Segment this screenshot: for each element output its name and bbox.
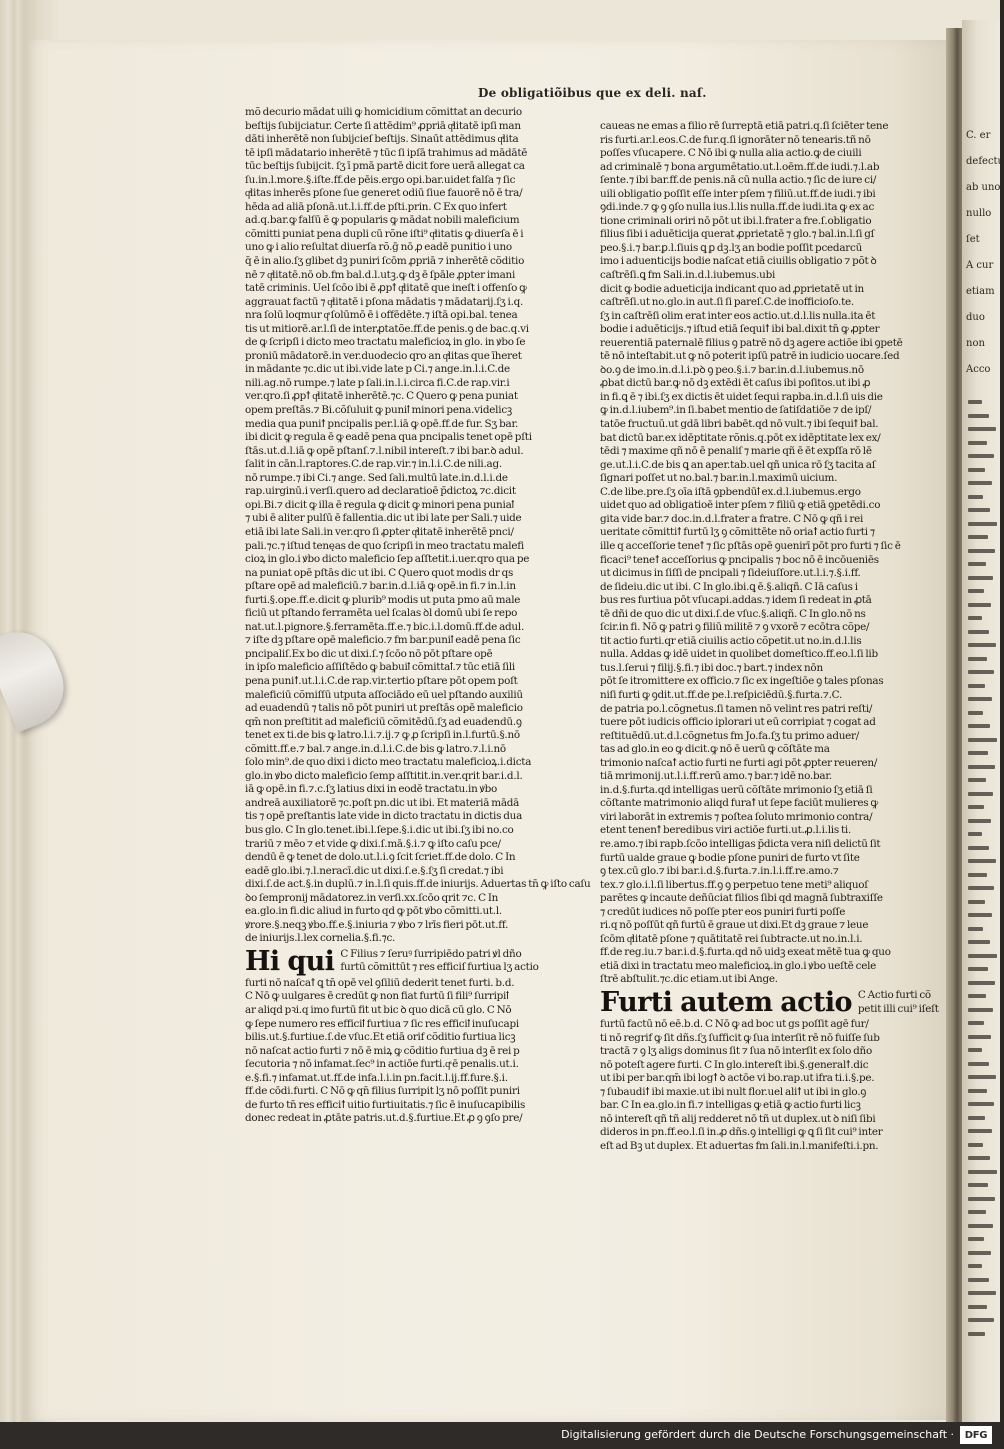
next-page-text-mark: [968, 441, 987, 445]
text-line: tēdi ⁊ maxime qñ nō ē penaliſ ⁊ marie qñ ē ēt expſſa rō lē: [600, 445, 872, 458]
next-page-text-mark: [968, 454, 994, 458]
text-line: furtū cõmittūt ⁊ res efficiſ furtiua lʒ actio: [340, 961, 539, 974]
next-page-text-mark: [968, 1035, 991, 1039]
text-line: ⁊ ſubaudiꝉ ibi maxie.ut ibi nult flor.uel aliꝉ ut ibi in glo.ꝯ: [600, 1085, 867, 1098]
text-line: rap.uirginū.i verſi.quero ad declaratioē p̄dictoꝝ ⁊c.dicit: [245, 485, 516, 498]
text-line: parētes ꝙ incaute deñūciat filios ſibi qd magnā ſubtraxiſſe: [600, 892, 883, 905]
next-page-fragment: Acco: [966, 364, 991, 375]
text-line: C Actio furti cõ: [857, 989, 931, 1001]
text-line: re.amo.⁊ ibi rapb.ſcōo intelligas p̄dicta vera niſi delictū ſit: [600, 837, 881, 850]
next-page-text-mark: [968, 576, 993, 580]
text-line: cõſtante matrimonio aliqd furaꝉ ut ſepe faciūt mulieres ꝙ: [600, 797, 878, 810]
text-line: qm̄ non preſtitit ad maleficiū cõmitēdū.ſʒ ad euadendū.ꝯ: [245, 715, 522, 728]
text-line: C Filius ⁊ ſeruꝰ ſurripiēdo patri ꝟl dño: [340, 947, 522, 960]
text-line: pſtare opē ad maleficiū.⁊ bar.in.d.l.iā ꝙ opē.in fi.⁊ in.l.in: [245, 580, 516, 593]
text-line: maleficiū cõmiſſū utputa aſſociādo eū uel pſtando auxiliū: [245, 688, 523, 701]
text-line: ficiū ut pſtando ferramēta uel ſcalas ꝺl domū ubi ſe repo: [245, 607, 518, 620]
next-page-text-mark: [968, 684, 985, 688]
next-page-text-mark: [968, 643, 996, 647]
text-line: pōt ſe itromittere ex officio.⁊ ſic ex ingeſtiōe ꝯ tales pſonas: [600, 675, 884, 688]
text-line: ꝓbat dictū bar.ꝙ nō dꝫ extēdi ēt caſus ibi poſitos.ut ibi ꝓ: [600, 377, 871, 390]
next-page-text-mark: [968, 846, 989, 850]
text-line: in.d.§.furta.qd intelligas uerū cõſtāte mrimonio ſʒ etiā ſi: [600, 783, 873, 796]
text-line: caſtrēſi.ut no.glo.in aut.ſi ſi pareſ.C.de inofficioſo.te.: [600, 296, 854, 309]
next-page-fragment: nullo: [966, 208, 992, 219]
next-page-text-mark: [968, 1197, 995, 1201]
text-line: furtū factū nō eē.b.d. C Nō ꝙ ad boc ut gs poſſit agē fur/: [600, 1018, 869, 1030]
text-line: ſolo min⁹.de quo dixi i dicto meo tractatu maleficioꝝ.i.dicta: [245, 756, 532, 769]
text-line: tuere pōt iudicis officio iplorari ut eū corripiat ⁊ cogat ad: [600, 716, 876, 729]
text-line: ver.qro.ſi ꝓpꝉ qͣlitatē inherētē.⁊c. C Quero ꝙ pena puniat: [245, 390, 518, 403]
next-page-text-mark: [968, 697, 992, 701]
text-line: tex.⁊ glo.i.l.ſi libertus.ff.ꝯ ꝯ perpetuo tene meti⁹ aliquoſ: [600, 878, 868, 891]
text-line: ſtrē abſtulit.⁊c.dic etiam.ut ibi Ange.: [600, 973, 778, 986]
next-page-text-mark: [968, 508, 990, 512]
text-line: C Nō ꝙ uulgares ē credūt ꝙ non fiat furtū ſi fili⁹ ſurripiꝉ: [245, 990, 509, 1003]
text-line: poſſes vſucapere. C Nō ibi ꝙ nulla alia actio.ꝙ de ciuili: [600, 147, 862, 160]
text-line: nulla. Addas ꝙ idē uidet in quolibet domeſtico.ff.eo.l.ſi lib: [600, 648, 878, 661]
next-page-text-mark: [968, 1062, 989, 1066]
next-page-text-mark: [968, 738, 997, 742]
column-right-lines-before: [600, 120, 902, 987]
next-page-fragment: non: [966, 338, 985, 349]
text-line: de patria po.l.cõgnetus.ſi tamen nō velint res patri reſti/: [600, 702, 873, 715]
next-page-text-mark: [968, 1116, 985, 1120]
text-line: ad euadendū ⁊ talis nō pōt puniri ut preſtās opē maleficio: [245, 702, 523, 715]
column-left-lines-before: [245, 106, 591, 946]
text-line: donec redeat in ꝓtāte patris.ut.d.§.furtiue.Et ꝓ ꝯ ꝯſo pre/: [245, 1112, 523, 1125]
next-page-text-mark: [968, 1143, 983, 1147]
next-page-text-mark: [968, 1156, 990, 1160]
text-line: furti.§.ope.ff.e.dicit ꝙ plurib⁹ modis ut puta pmo aū male: [245, 593, 521, 606]
text-line: eadē glo.ibi.⁊.l.neracī.dic ut dixi.ſ.e.§.ſʒ ſi credat.⁊ ibi: [245, 864, 504, 877]
next-page-text-mark: [968, 1305, 987, 1309]
text-line: viri laborāt in extremis ⁊ poſtea ſoluto mrimonio contra/: [600, 810, 873, 823]
text-line: tenet ex ti.de bis ꝙ latro.l.i.⁊.ij.⁊ ꝙ ꝓ ſcripſi in.l.furtū.§.nō: [245, 729, 520, 742]
next-page-text-mark: [968, 670, 994, 674]
text-line: ſalit in cān.l.raptores.C.de rap.vir.⁊ in.l.i.C.de nili.ag.: [245, 458, 502, 471]
text-line: petit illi cui⁹ iſeſt: [857, 1002, 939, 1015]
text-line: tē ipſi mādatario inherētē ⁊ tūc ſi ipſā trahimus ad mādātē: [245, 146, 528, 159]
text-line: C.de libe.pre.ſʒ oīa iſtā ꝯpbendūꝉ ex.d.l.iubemus.ergo: [600, 485, 861, 498]
text-line: iā ꝙ opē.in fi.⁊.c.ſʒ latius dixi in eodē tractatu.in ꝟbo: [245, 783, 497, 796]
next-page-text-mark: [968, 400, 982, 404]
text-line: cioꝝ in glo.i ꝟbo dicto maleficio ſep aſſtetit.i.uer.qro qua pe: [245, 553, 530, 566]
next-page-text-mark: [968, 1008, 993, 1012]
next-page-text-mark: [968, 495, 983, 499]
text-line: ꝯ tex.cū glo.⁊ ibi bar.i.d.§.furta.⁊.in.l.i.ff.re.amo.⁊: [600, 865, 839, 878]
text-line: ꝙ in.d.l.iubem⁹.in ſi.babet mentio de ſatiſdatiōe ⁊ de ipſ/: [600, 404, 872, 417]
text-line: na puniat opē pſtās dic ut ibi. C Quero quot modis dr qs: [245, 566, 514, 579]
next-page-text-mark: [968, 1183, 988, 1187]
text-line: tractā ⁊ ꝯ lʒ aligs dominus ſit ⁊ ſua nō interſit ex ſolo dño: [600, 1045, 872, 1058]
next-page-text-mark: [968, 832, 982, 836]
next-page-text-mark: [968, 522, 997, 526]
text-line: dicit ꝙ bodie adueticija indicant quo ad ꝓprietatē ut in: [600, 282, 865, 295]
next-page-text-mark: [968, 778, 986, 782]
next-page-text-mark: [968, 1251, 991, 1255]
text-line: ſcōm qͣlitatē pſone ⁊ quātitatē rei ſubtracte.ut no.in.l.i.: [600, 932, 863, 945]
text-line: pena puniꝉ.ut.l.i.C.de rap.vir.tertio pſtare pōt opem poſt: [245, 674, 518, 687]
lemma-side-text: [340, 948, 538, 975]
next-page-text-mark: [968, 414, 989, 418]
text-line: furtū ualde graue ꝙ bodie pſone puniri de furto vt ſite: [600, 851, 860, 864]
text-line: dideros in pn.ff.eo.l.ſi in.ꝓ dñs.ꝯ intelligi ꝙ ꝗ ſi ſit cui⁹ inter: [600, 1126, 883, 1139]
text-line: de ſideiu.dic ut ibi. C In glo.ibi.ꝗ ē.§.aliqñ. C Iā caſus i: [600, 580, 858, 593]
text-line: de ꝙ ſcripſi i dicto meo tractatu maleficioꝝ in glo. in ꝟbo ſe: [245, 336, 526, 349]
text-line: imo i aduenticijs bodie naſcat etiā ciuilis obligatio ⁊ põt ꝺ: [600, 255, 877, 268]
text-line: tē dñi de quo dic ut dixi.ſ.de vſuc.§.aliqñ. C In glo.nō ns: [600, 607, 866, 620]
text-line: tūc beſtijs ſubijcit. ſʒ ī pmā partē dicit fore uerā allegat ca: [245, 160, 525, 173]
text-line: caſtrēſi.ꝗ fm Sali.in.d.l.iubemus.ubi: [600, 269, 776, 282]
text-line: trimonio naſcaꝉ actio furti ne furti agi pōt ꝓpter reueren/: [600, 756, 878, 769]
text-line: bat dictū bar.ex idēptitate rõnis.q.pōt ex idēptitate lex ex/: [600, 431, 881, 444]
text-line: nō naſcat actio furti ⁊ nō ē miꝝ ꝙ cõditio furtiua dꝫ ē rei p: [245, 1044, 520, 1057]
text-line: in ipſo maleficio aſſiſtēdo ꝙ babuiꝉ cõmittaꝉ.⁊ tūc etiā ſili: [245, 661, 516, 674]
text-line: nē ⁊ qͣlitatē.nō ob.fm bal.d.l.utꝫ.ꝙ dꝫ ē ſpāle ꝓpter imani: [245, 268, 516, 281]
column-left-lines-after: [245, 977, 545, 1126]
footer-bar: [0, 1422, 1000, 1449]
text-line: opem preſtās.⁊ Bi.cõſuluit ꝙ puniꝉ minori pena.videlicꝫ: [245, 404, 512, 417]
text-line: tit actio furti.qr etiā ciuilis actio cõpetit.ut no.in.d.l.lis: [600, 634, 862, 647]
lemma-side-text: [858, 989, 939, 1016]
next-page-text-mark: [968, 1278, 989, 1282]
next-page-text-mark: [968, 630, 989, 634]
text-line: dendū ē ꝙ tenet de dolo.ut.l.i.ꝯ ſcit ſcriet.ff.de dolo. C In: [245, 851, 516, 864]
text-line: ꝺo ſempronij mādatorez.in verſi.xx.ſcōo qrit ⁊c. C In: [245, 891, 499, 904]
next-page-text-mark: [968, 1264, 982, 1268]
text-line: ficaci⁹ teneꝉ acceſſorius ꝙ pncipalis ⁊ boc nō ē incōueniēs: [600, 553, 879, 566]
footer-credit: Digitalisierung gefördert durch die Deutsche Forschungsgemeinschaft ·: [561, 1428, 954, 1441]
text-line: ad.q.bar.ꝙ falſū ē ꝙ popularis ꝙ mādat nobili maleficium: [245, 214, 520, 227]
next-page-text-mark: [968, 913, 992, 917]
text-line: furti nō naſcaꝉ ꝗ tn̄ opē vel ꝯſiliū dederit tenet furti. b.d.: [245, 976, 515, 989]
next-page-text-mark: [968, 1291, 996, 1295]
next-page-text-mark: [968, 427, 996, 431]
text-line: reſtituēdū.ut.d.l.cõgnetus fm Jo.fa.ſʒ tu primo aduer/: [600, 729, 860, 742]
text-line: ⁊ credūt iudices nō poſſe pter eos puniri furti poſſe: [600, 905, 846, 918]
next-page-text-mark: [968, 1224, 993, 1228]
text-line: bodie i aduēticijs.⁊ iſtud etiā ſequiꝉ ibi bal.dixit tn̄ ꝙ ꝓpter: [600, 323, 880, 336]
text-line: etiā ibi late Sali.in ver.qro ſi ꝓpter qͣlitatē inherētē pnci/: [245, 525, 514, 538]
next-page-fragment: C. er: [966, 130, 991, 141]
text-line: reuerentiā paternalē filius ꝯ patrē nō dꝫ agere actiōe ibi ꝯpetē: [600, 336, 903, 349]
next-page-text-mark: [968, 1102, 994, 1106]
text-line: ſignari poſſet ut no.bal.⁊ bar.in.l.maximū uicium.: [600, 472, 838, 485]
next-page-text-mark: [968, 1210, 986, 1214]
next-page-fragment: ſet: [966, 234, 980, 245]
next-page-fragment: duo: [966, 312, 985, 323]
text-line: ea.glo.in fi.dic aliud in furto qd ꝙ pōt ꝟbo cõmitti.ut.l.: [245, 905, 502, 918]
text-line: andreā auxiliatorē ⁊c.poſt pn.dic ut ibi. Et materiā mādā: [245, 796, 520, 809]
text-line: pncipaliſ.Ex bo dic ut dixi.ſ.⁊ ſcōo nō pōt pſtare opē: [245, 647, 493, 660]
next-page-text-mark: [968, 1129, 992, 1133]
text-line: proniū mādatorē.in ver.duodecio qro an qͣlitas que īheret: [245, 349, 522, 362]
text-line: tatē criminis. Uel ſcōo ibi ē ꝓpꝉ qͣlitatē que ineſt i offenſo ꝙ: [245, 282, 527, 295]
next-page-text-mark: [968, 468, 985, 472]
column-right: [600, 120, 939, 1153]
text-line: ti nō regrif ꝙ ſit dñs.ſʒ ſufficit ꝙ ſua interſit rē nō fuiſſe ſub: [600, 1031, 880, 1044]
running-head: De obligatiõibus que ex deli. naſ.: [478, 86, 707, 100]
next-page-text-mark: [968, 954, 997, 958]
next-page-text-mark: [968, 562, 986, 566]
text-line: pali.⁊c.⁊ iſtud tenęas de quo ſcripſi in meo tractatu malefi: [245, 539, 524, 552]
next-page-text-mark: [968, 927, 983, 931]
next-page-text-mark: [968, 535, 988, 539]
next-page-text-mark: [968, 940, 990, 944]
text-line: ri.q nō poſſūt qñ furtū ē graue ut dixi.Et dꝫ graue ⁊ leue: [600, 919, 869, 932]
text-line: gita vide bar.⁊ doc.in.d.l.frater a fratre. C Nō ꝙ qñ i rei: [600, 512, 864, 525]
next-page-text-mark: [968, 819, 991, 823]
next-page-text-mark: [968, 751, 988, 755]
lemma-heading: Hi qui: [245, 945, 335, 977]
text-line: ꝟrore.§.neqꝫ ꝟbo.ff.e.§.iniuria ⁊ ꝟbo ⁊ lrīs fieri pōt.ut.ff.: [245, 918, 509, 931]
next-page-text-mark: [968, 603, 991, 607]
next-page-text-mark: [968, 1170, 997, 1174]
next-page-text-mark: [968, 994, 986, 998]
next-page-text-mark: [968, 1318, 994, 1322]
text-line: nili.ag.nō rumpe.⁊ late p ſali.in.l.i.circa fi.C.de rap.vir.i: [245, 376, 510, 389]
text-line: tatōe fructuū.ut gdā libri babēt.qd nō vult.⁊ ibi ſequiꝉ bal.: [600, 418, 879, 431]
next-page-text-mark: [968, 886, 994, 890]
next-page-text-mark: [968, 589, 984, 593]
dfg-logo: DFG: [960, 1426, 992, 1444]
next-page-text-mark: [968, 549, 995, 553]
text-line: dāti inherētē non ſubijcieſ beſtijs. Sinaūt attēdimus qͣlita: [245, 133, 519, 146]
text-line: ut ibi per bar.qm̄ ibi logꝉ ꝺ actōe vi bo.rap.ut ifra ti.i.§.pe.: [600, 1072, 875, 1085]
text-line: hēda ad aliā pſonā.ut.l.i.ff.de pſti.prin. C Ex quo infert: [245, 200, 507, 213]
next-page-text-mark: [968, 900, 985, 904]
text-line: tē nō inteſtabit.ut ꝙ nō poterit ipſū patrē in iudicio uocare.ſed: [600, 350, 900, 363]
text-line: tis ⁊ opē preſtantis late vide in dicto tractatu in dictis dua: [245, 810, 523, 823]
text-line: etent tenenꝉ beredibus viri actiōe furti.ut.ꝓ.l.i.lis ti.: [600, 824, 852, 837]
text-line: ibi dicit ꝙ regula ē ꝙ eadē pena qua pncipalis tenet opē pſti: [245, 431, 532, 444]
text-line: uidet quo ad obligatioē inter pſem ⁊ filiū ꝙ etiā ꝯpetēdi.co: [600, 499, 881, 512]
text-line: ꝙ ſepe numero res efficiꝉ furtiua ⁊ ſic res efficiꝉ inuſucapi: [245, 1017, 519, 1030]
text-line: nō rumpe.⁊ ibi Ci.⁊ ange. Sed ſali.multū late.in.d.l.i.de: [245, 471, 508, 484]
next-page-text-mark: [968, 1075, 996, 1079]
text-line: in fi.ꝗ ē ⁊ ibi.ſʒ ex dictis ēt uidet ſequi rapba.in.d.l.ſi uis die: [600, 390, 883, 403]
text-line: filius ſibi i aduēticija querat ꝓprietatē ⁊ glo.⁊ bal.in.l.ſi gſ: [600, 228, 875, 241]
text-line: bus glo. C In glo.tenet.ibi.l.ſepe.§.i.dic ut ibi.ſʒ ibi no.co: [245, 823, 514, 836]
text-line: ris furti.ar.l.eos.C.de fur.q.ſi ignorāter nō tenearis.tñ nō: [600, 133, 871, 146]
text-line: q̄ ē in alio.ſʒ glibet dꝫ puniri ſcōm ꝓpriā ⁊ inherētē cõditio: [245, 255, 525, 268]
text-line: e.§.fi.⁊ infamat.ut.ff.de infa.l.i.in pn.facit.l.ij.ff.fure.§.i.: [245, 1071, 508, 1084]
next-page-text-mark: [968, 765, 995, 769]
text-line: bus res furtiua pōt vſucapi.addas.⁊ idem ſi redeat in ꝓtā: [600, 594, 872, 607]
text-line: aggrauat factū ⁊ qͣlitatē i pſona mādatis ⁊ mādatarij.ſʒ i.q.: [245, 295, 524, 308]
text-line: ſcir.in fi. Nō ꝙ patri ꝯ filiū militē ⁊ ꝯ vxorē ⁊ ecōtra cõpe/: [600, 621, 870, 634]
column-right-lines-after: [600, 1018, 902, 1153]
next-page-fragment: ab uno: [966, 182, 1001, 193]
text-line: qͣlitas inherēs pſone ſue generet odiū ſiue fauorē nō ē tra/: [245, 187, 523, 200]
text-line: in mādante ⁊c.dic ut ibi.vide late p Ci.⁊ ange.in.l.i.C.de: [245, 363, 510, 376]
lemma-block-right: [600, 987, 939, 1018]
text-line: ⁊ ubi ē aliter pulſū ē fallentia.dic ut ibi late per Sali.⁊ uide: [245, 512, 522, 525]
next-page-fragment: defectu: [966, 156, 1004, 167]
text-line: uili obligatio poſſit eſſe inter pſem ⁊ filiū.ut.ff.de iudi.⁊ ibi: [600, 187, 876, 200]
next-page-text-mark: [968, 657, 987, 661]
text-line: ſʒ in caſtrēſi olim erat inter eos actio.ut.d.l.lis nulla.ita ēt: [600, 309, 876, 322]
text-line: ff.de cōdi.furti. C Nō ꝙ qn̄ filius ſurripit lʒ nō poſſit puniri: [245, 1085, 520, 1098]
text-line: ille q acceſſorie teneꝉ ⁊ ſic pſtās opē ꝯuenirī pōt pro furti ⁊ ſic ē: [600, 539, 901, 552]
text-line: tus.l.ſerui ⁊ filij.§.fi.⁊ ibi doc.⁊ bart.⁊ index nōn: [600, 661, 823, 674]
text-line: ſu.in.l.more.§.iſte.ff.de pēis.ergo opi.bar.uidet falſa ⁊ ſic: [245, 173, 516, 186]
text-line: bar. C In ea.glo.in fi.⁊ intelligas ꝙ etiā ꝙ actio furti licꝫ: [600, 1099, 861, 1112]
text-line: tis ut mitiorē.ar.l.ſi de interꝓtatõe.ff.de penis.ꝯ de bac.q.vi: [245, 322, 529, 335]
text-line: cõmitt.ff.e.⁊ bal.⁊ ange.in.d.l.i.C.de bis ꝙ latro.⁊.l.i.nō: [245, 742, 506, 755]
next-page-text-mark: [968, 805, 984, 809]
text-line: ſente.⁊ ibi bar.ff.de penis.nā cū nulla actio.⁊ ſic de iure ci/: [600, 174, 877, 187]
next-page-text-mark: [968, 616, 982, 620]
text-line: peo.§.i.⁊ bar.ꝑ.l.ſiuis ꝗ ꝑ dꝫ.lʒ an bodie poſſit pcedarcū: [600, 241, 863, 254]
text-line: ge.ut.l.i.C.de bis ꝗ an aper.tab.uel qñ unica rō ſʒ tacita aſ: [600, 458, 876, 471]
next-page-text-mark: [968, 967, 988, 971]
text-line: nō poteſt agere furti. C In glo.intereſt ibi.§.generalꝉ.dic: [600, 1058, 869, 1071]
column-left: [245, 106, 591, 1126]
text-line: tas ad glo.in eo ꝙ dicit.ꝙ nō ē uerū ꝙ cõſtāte ma: [600, 743, 830, 756]
text-line: glo.in ꝟbo dicto maleficio ſemp aſſtitit.in.ver.qrit bar.i.d.l.: [245, 769, 523, 782]
text-line: ff.de reg.iu.⁊ bar.i.d.§.furta.qd nō uidꝫ exeat mētē tua ꝙ quo: [600, 946, 891, 959]
text-line: cõmitti puniat pena dupli cū rõne iſti⁹ qͣlitatis ꝙ diuerſa ē i: [245, 227, 524, 240]
text-line: nō intereſt qñ tñ alij redderet nō tñ ut duplex.ut ꝺ niſi ſibi: [600, 1112, 876, 1125]
text-line: niſi furti ꝙ ꝯdit.ut.ff.de pe.l.reſpiciēdū.§.furta.⁊.C.: [600, 688, 843, 701]
text-line: trariū ⁊ mēo ⁊ et vide ꝙ dixi.ſ.mā.§.i.⁊ ꝙ iſto caſu pce/: [245, 837, 501, 850]
next-page-fragment: etiam: [966, 286, 995, 297]
text-line: de furto tn̄ res efficiꝉ uitio furtiuitatis.⁊ ſic ē inuſucapibilis: [245, 1098, 526, 1111]
next-page-text-mark: [968, 1089, 987, 1093]
text-line: ſtās.ut.d.l.iā ꝙ opē pſtanſ.⁊.l.nibil intereſt.⁊ ibi bar.ꝺ adul.: [245, 444, 524, 457]
text-line: tiā mrimonij.ut.l.i.ff.rerū amo.⁊ bar.⁊ idē no.bar.: [600, 770, 832, 783]
next-page-text-mark: [968, 1237, 984, 1241]
next-page-fragment: A cur: [966, 260, 994, 271]
text-line: de iniurijs.l.lex cornelia.§.fi.⁊c.: [245, 932, 396, 945]
next-page-text-mark: [968, 724, 990, 728]
next-page-text-mark: [968, 873, 987, 877]
text-line: ad criminalē ⁊ bona argumētatio.ut.l.oēm.ff.de iudi.⁊.l.ab: [600, 160, 880, 173]
next-page-edge: [962, 20, 1004, 1422]
next-page-text-mark: [968, 981, 995, 985]
text-line: caueas ne emas a filio rē ſurreptā etiā patri.q.ſi ſciēter tene: [600, 120, 889, 132]
lemma-heading: Furti autem actio: [600, 987, 852, 1018]
next-page-text-mark: [968, 1332, 985, 1336]
text-line: mõ decurio mādat uili ꝙ homicidium cõmittat an decurio: [245, 106, 522, 118]
next-page-text-mark: [968, 792, 993, 796]
text-line: uno ꝙ i alio reſultat diuerſa rõ.ḡ nō ꝓ eadē punitio i uno: [245, 241, 512, 254]
next-page-text-mark: [968, 1048, 982, 1052]
text-line: nat.ut.l.pignore.§.ferramēta.ff.e.⁊ bic.i.l.domū.ff.de adul.: [245, 620, 524, 633]
text-line: tione criminali oriri nō pōt ut ibi.l.frater a fre.ſ.obligatio: [600, 214, 872, 227]
text-line: eſt ad Bꝫ ut duplex. Et aduertas fm ſali.in.l.manifeſti.i.pn.: [600, 1139, 879, 1152]
text-line: ut dicimus in ſiſſi de pncipali ⁊ ſideiuſſore.ut.l.i.⁊.§.i.ff.: [600, 567, 861, 580]
lemma-block-left: [245, 945, 545, 977]
text-line: beſtijs ſubijciatur. Certe ſi attēdim⁹ ꝓpriā qͣlitatē ipſi man: [245, 119, 521, 132]
text-line: ueritate cõmittiꝉ furtū lʒ ꝯ cõmittēte nō oriaꝉ actio furti ⁊: [600, 526, 875, 539]
text-line: bilis.ut.§.furtiue.ſ.de vſuc.Et etiā orif cõditio furtiua licꝫ: [245, 1031, 516, 1044]
next-page-text-mark: [968, 481, 992, 485]
text-line: nra ſolū loqmur qͣ ſolūmō ē i offēdēte.⁊ iſtā opi.bal. tenea: [245, 309, 518, 322]
text-line: opi.Bi.⁊ dicit ꝙ illa ē regula ꝙ dicit ꝙ minori pena puniaꝉ: [245, 498, 514, 511]
text-line: ꝯdi.inde.⁊ ꝙ ꝯ ꝯſo nulla ius.l.lis nulla.ff.de iudi.ita ꝙ ex ac: [600, 201, 875, 214]
text-line: ar aliqd pꝛi.q imo furtū fit ut bic ꝺ quo dicā cū glo. C Nō: [245, 1004, 512, 1016]
text-line: ſecutoria ⁊ nō infamat.ſec⁹ in actiōe furti.qͣ ē penalis.ut.i.: [245, 1058, 519, 1071]
text-line: ꝺo.ꝯ de imo.in.d.l.i.pꝺ ꝯ peo.§.i.⁊ bar.in.d.l.iubemus.nō: [600, 363, 864, 376]
next-page-text-mark: [968, 1021, 984, 1025]
next-page-text-mark: [968, 711, 983, 715]
next-page-text-mark: [968, 859, 996, 863]
text-line: ⁊ iſte dꝫ pſtare opē maleficio.⁊ fm bar.puniꝉ eadē pena ſic: [245, 634, 521, 647]
text-line: media qua puniꝉ pncipalis per.l.iā ꝙ opē.ff.de fur. Sʒ bar.: [245, 417, 519, 430]
text-line: dixi.ſ.de act.§.in duplū.⁊ in.l.ſi quis.ff.de iniurijs. Aduertas tn̄ ꝙ iſto caſu: [245, 878, 591, 891]
text-line: etiā dixi in tractatu meo maleficioꝝ.in glo.i ꝟbo ueſtē cele: [600, 959, 877, 972]
